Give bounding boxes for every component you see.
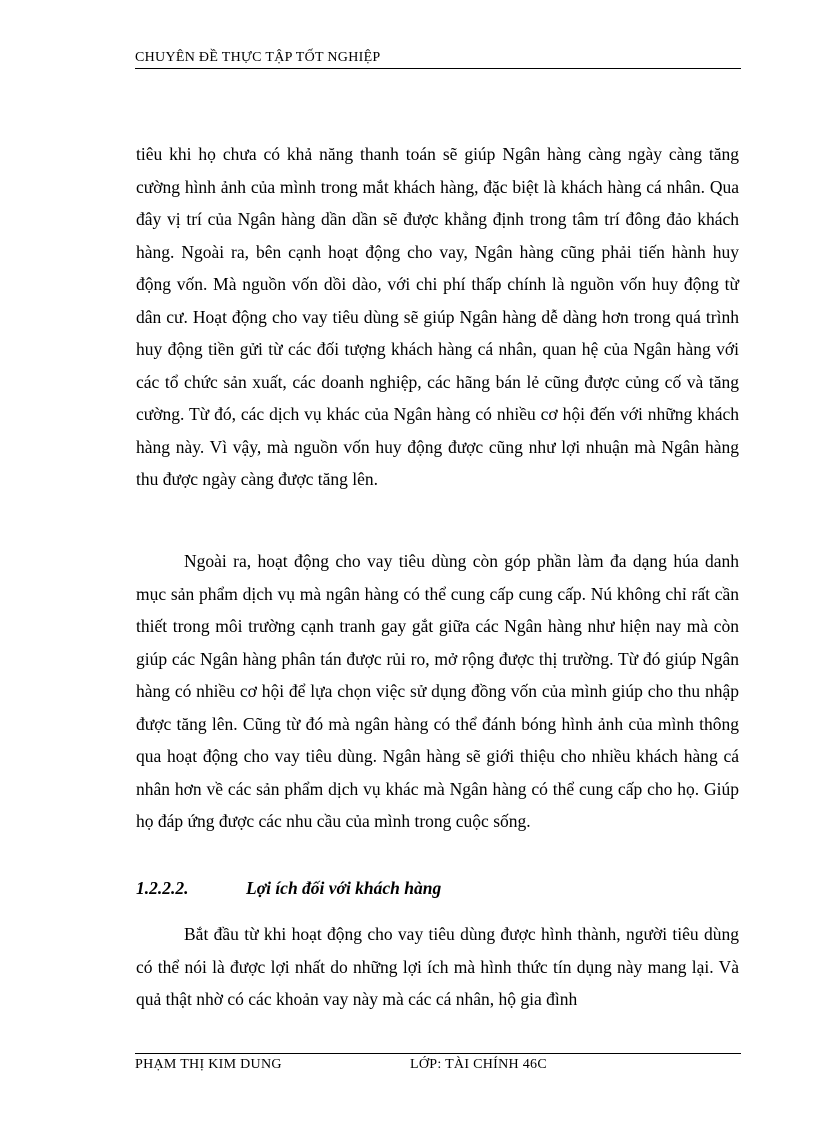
page-header: CHUYÊN ĐỀ THỰC TẬP TỐT NGHIỆP — [135, 50, 381, 65]
footer-class: LỚP: TÀI CHÍNH 46C — [410, 1057, 547, 1072]
section-number: 1.2.2.2. — [136, 878, 189, 898]
section-title: Lợi ích đối với khách hàng — [246, 878, 442, 898]
footer-author: PHẠM THỊ KIM DUNG — [135, 1057, 282, 1072]
paragraph-2: Ngoài ra, hoạt động cho vay tiêu dùng còn góp phần làm đa dạng húa danh mục sản phẩm dịch vụ mà ngân hàng có thể cung cấp cung cấp. Nú không chỉ rất cần thiết trong môi trường cạnh tranh gay gắt giữa các Ngân hàng như hiện nay mà còn giúp các Ngân hàng phân tán được rủi ro, mở rộng được thị trường. Từ đó giúp Ngân hàng có nhiều cơ hội để lựa chọn việc sử dụng đồng vốn của mình giúp cho thu nhập được tăng lên. Cũng từ đó mà ngân hàng có thể đánh bóng hình ảnh của mình thông qua hoạt động cho vay tiêu dùng. Ngân hàng sẽ giới thiệu cho nhiều khách hàng cá nhân hơn về các sản phẩm dịch vụ khác mà Ngân hàng có thể cung cấp cho họ. Giúp họ đáp ứng được các nhu cầu của mình trong cuộc sống. — [136, 551, 739, 831]
paragraph-3: Bắt đầu từ khi hoạt động cho vay tiêu dùng được hình thành, người tiêu dùng có thể nói là được lợi nhất do những lợi ích mà hình thức tín dụng này mang lại. Và quả thật nhờ có các khoản vay này mà các cá nhân, hộ gia đình — [136, 924, 739, 1009]
header-divider — [135, 68, 741, 69]
section-heading — [136, 878, 441, 899]
paragraph-1: tiêu khi họ chưa có khả năng thanh toán sẽ giúp Ngân hàng càng ngày càng tăng cường hình ảnh của mình trong mắt khách hàng, đặc biệt là khách hàng cá nhân. Qua đây vị trí của Ngân hàng dần dần sẽ được khẳng định trong tâm trí đông đảo khách hàng. Ngoài ra, bên cạnh hoạt động cho vay, Ngân hàng cũng phải tiến hành huy động vốn. Mà nguồn vốn dồi dào, với chi phí thấp chính là nguồn vốn huy động từ dân cư. Hoạt động cho vay tiêu dùng sẽ giúp Ngân hàng dễ dàng hơn trong quá trình huy động tiền gửi từ các đối tượng khách hàng cá nhân, quan hệ của Ngân hàng với các tổ chức sản xuất, các doanh nghiệp, các hãng bán lẻ cũng được củng cố và tăng cường. Từ đó, các dịch vụ khác của Ngân hàng có nhiều cơ hội đến với những khách hàng này. Vì vậy, mà nguồn vốn huy động được cũng như lợi nhuận mà Ngân hàng thu được ngày càng được tăng lên. — [136, 144, 739, 489]
footer-divider — [135, 1053, 741, 1054]
